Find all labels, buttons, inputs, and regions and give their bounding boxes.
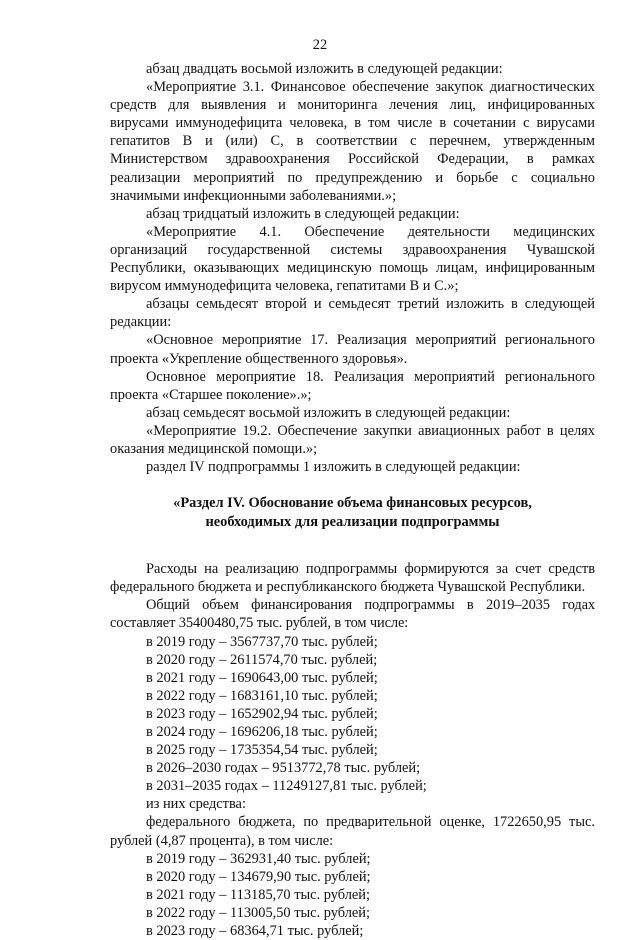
- paragraph: «Мероприятие 3.1. Финансовое обеспечение закупок диагностических средств для выявления и мониторинга лечения лиц, инфицированных вирусами иммунодефицита человека, в том числе в сочетании с вирусами гепатитов В и (или) С, в соответствии с перечнем, утвержденным Министерством здравоохранения Российской Федерации, в рамках реализации мероприятий по предупреждению и борьбе с социально значимыми инфекционными заболеваниями.»;: [110, 79, 595, 204]
- section-heading: [110, 494, 595, 531]
- total-year-item: в 2019 году – 3567737,70 тыс. рублей;: [146, 633, 378, 650]
- page-number: 22: [312, 37, 328, 53]
- federal-paragraph: федерального бюджета, по предварительной оценке, 1722650,95 тыс. рублей (4,87 процента), в том числе:: [110, 814, 595, 849]
- paragraph: абзац семьдесят восьмой изложить в следующей редакции:: [146, 404, 511, 421]
- total-year-item: в 2024 году – 1696206,18 тыс. рублей;: [146, 724, 378, 740]
- total-year-item: в 2031–2035 годах – 11249127,81 тыс. рублей;: [146, 778, 427, 795]
- paragraph: абзацы семьдесят второй и семьдесят третий изложить в следующей редакции:: [110, 296, 595, 331]
- paragraph: абзац тридцатый изложить в следующей редакции:: [146, 205, 460, 222]
- section-heading-line: необходимых для реализации подпрограммы: [205, 513, 500, 530]
- federal-year-item: в 2020 году – 134679,90 тыс. рублей;: [146, 868, 371, 885]
- of-which-label: из них средства:: [146, 796, 246, 813]
- total-year-item: в 2020 году – 2611574,70 тыс. рублей;: [146, 651, 378, 668]
- paragraph: «Мероприятие 19.2. Обеспечение закупки авиационных работ в целях оказания медицинской помощи.»;: [110, 422, 595, 457]
- paragraph: «Мероприятие 4.1. Обеспечение деятельности медицинских организаций государственной системы здравоохранения Чувашской Республики, оказывающих медицинскую помощь лицам, инфицированным вирусом иммунодефицита человека, гепатитами В и С.»;: [110, 223, 595, 295]
- paragraph: раздел IV подпрограммы 1 изложить в следующей редакции:: [146, 459, 521, 476]
- total-paragraph: Общий объем финансирования подпрограммы в 2019–2035 годах составляет 35400480,75 тыс. рублей, в том числе:: [110, 597, 595, 632]
- federal-year-item: в 2023 году – 68364,71 тыс. рублей;: [146, 923, 364, 940]
- federal-year-item: в 2022 году – 113005,50 тыс. рублей;: [146, 904, 371, 921]
- federal-year-item: в 2021 году – 113185,70 тыс. рублей;: [146, 886, 371, 903]
- total-year-item: в 2023 году – 1652902,94 тыс. рублей;: [146, 705, 378, 722]
- total-year-item: в 2021 году – 1690643,00 тыс. рублей;: [146, 669, 378, 686]
- paragraph: абзац двадцать восьмой изложить в следующей редакции:: [146, 61, 503, 77]
- total-year-item: в 2026–2030 годах – 9513772,78 тыс. рублей;: [146, 760, 421, 777]
- document-body: [110, 60, 595, 940]
- total-year-item: в 2022 году – 1683161,10 тыс. рублей;: [146, 687, 378, 704]
- total-year-item: в 2025 году – 1735354,54 тыс. рублей;: [146, 742, 378, 759]
- federal-year-item: в 2019 году – 362931,40 тыс. рублей;: [146, 850, 371, 867]
- paragraph: Основное мероприятие 18. Реализация мероприятий регионального проекта «Старшее поколение».»;: [110, 368, 595, 403]
- intro-paragraph: Расходы на реализацию подпрограммы формируются за счет средств федерального бюджета и республиканского бюджета Чувашской Республики.: [110, 561, 595, 596]
- section-heading-line: «Раздел IV. Обоснование объема финансовых ресурсов,: [173, 495, 532, 512]
- paragraph: «Основное мероприятие 17. Реализация мероприятий регионального проекта «Укрепление общественного здоровья».: [110, 332, 595, 367]
